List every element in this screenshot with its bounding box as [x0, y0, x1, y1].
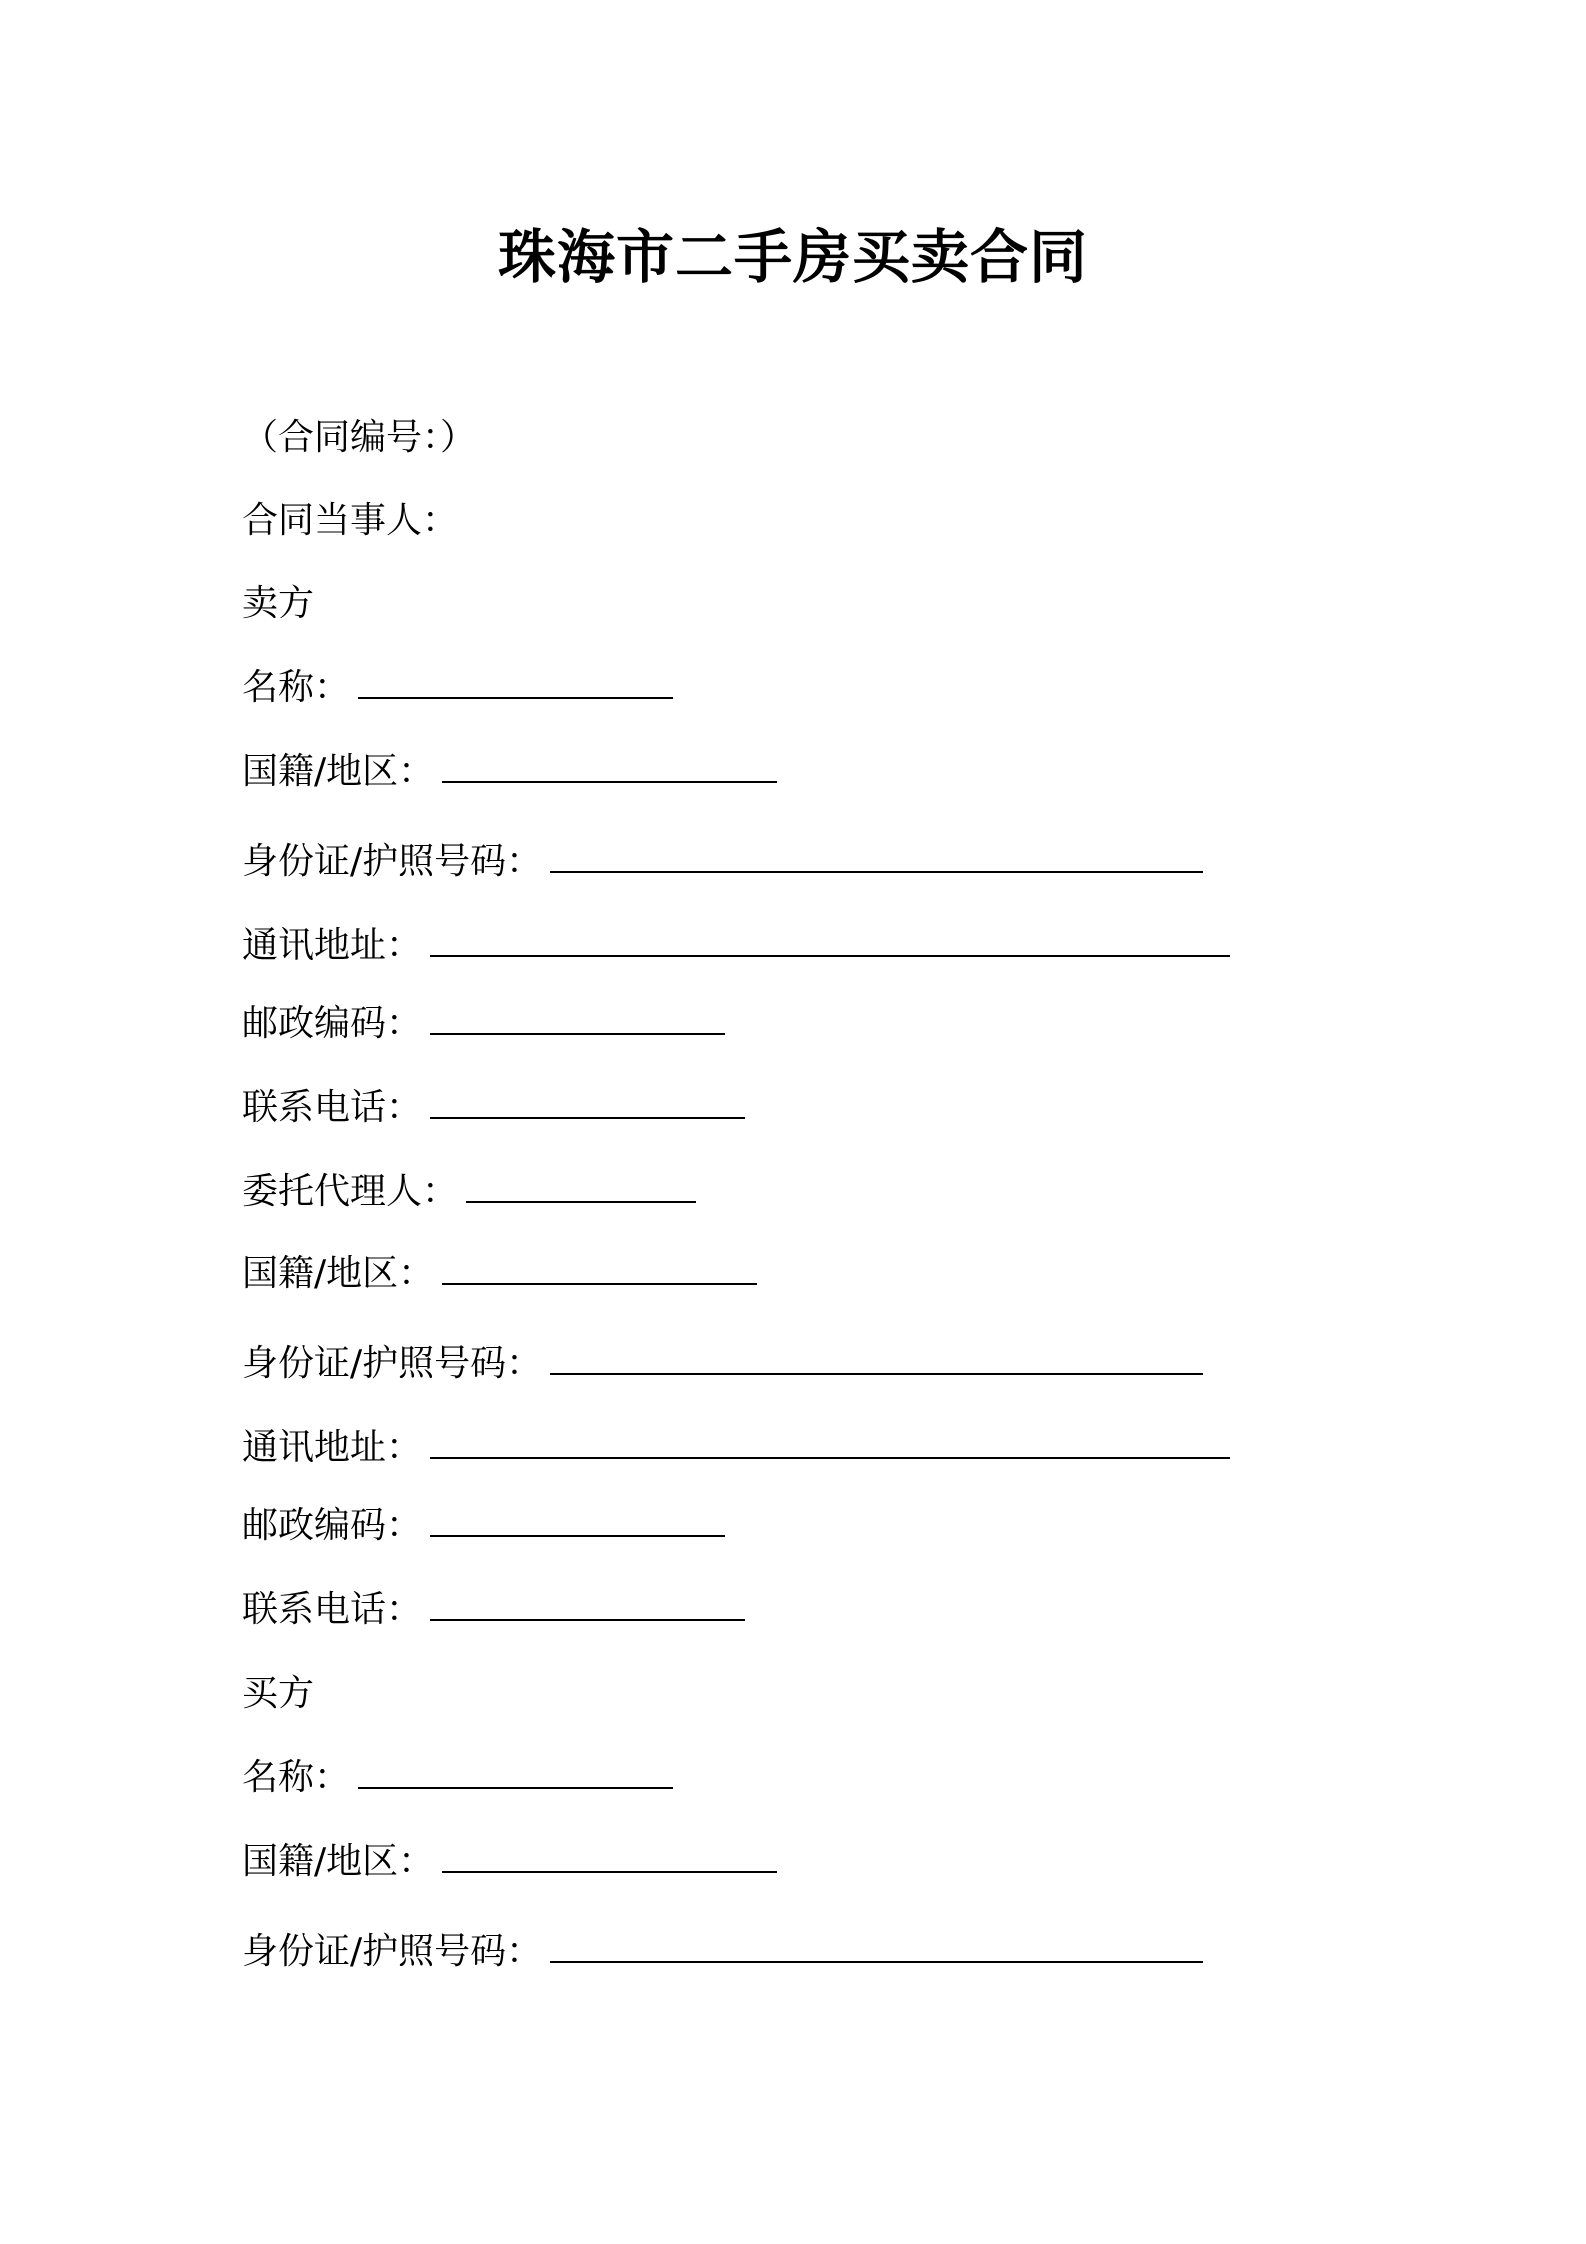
buyer-name-blank — [358, 1757, 673, 1789]
seller-phone-label: 联系电话： — [242, 1087, 423, 1128]
buyer-nationality-row — [242, 1838, 777, 1886]
seller-phone-row — [242, 1084, 745, 1132]
agent-address-blank — [430, 1427, 1230, 1459]
buyer-id-blank — [550, 1931, 1203, 1963]
seller-address-row — [242, 922, 1230, 970]
seller-heading: 卖方 — [242, 583, 315, 624]
agent-postcode-label: 邮政编码： — [242, 1505, 423, 1546]
agent-phone-label: 联系电话： — [242, 1589, 423, 1630]
seller-nationality-label: 国籍/地区： — [242, 751, 435, 792]
seller-address-label: 通讯地址： — [242, 925, 423, 966]
agent-id-row — [242, 1340, 1203, 1388]
seller-nationality-blank — [442, 751, 777, 783]
agent-blank — [466, 1171, 696, 1203]
buyer-id-row — [242, 1928, 1203, 1976]
seller-name-label: 名称： — [242, 667, 351, 708]
seller-address-blank — [430, 925, 1230, 957]
seller-name-blank — [358, 667, 673, 699]
agent-nationality-blank — [442, 1253, 757, 1285]
agent-row — [242, 1168, 696, 1216]
agent-postcode-blank — [430, 1505, 725, 1537]
buyer-nationality-blank — [442, 1841, 777, 1873]
seller-postcode-blank — [430, 1003, 725, 1035]
agent-phone-blank — [430, 1589, 745, 1621]
agent-id-blank — [550, 1343, 1203, 1375]
buyer-id-label: 身份证/护照号码： — [242, 1931, 543, 1972]
seller-postcode-label: 邮政编码： — [242, 1003, 423, 1044]
parties-label: 合同当事人： — [242, 500, 459, 541]
seller-name-row — [242, 664, 673, 712]
seller-id-row — [242, 838, 1203, 886]
buyer-heading: 买方 — [242, 1673, 315, 1714]
agent-label: 委托代理人： — [242, 1171, 459, 1212]
seller-nationality-row — [242, 748, 777, 796]
agent-address-label: 通讯地址： — [242, 1427, 423, 1468]
agent-id-label: 身份证/护照号码： — [242, 1343, 543, 1384]
agent-nationality-label: 国籍/地区： — [242, 1253, 435, 1294]
seller-phone-blank — [430, 1087, 745, 1119]
buyer-name-row — [242, 1754, 673, 1802]
document-title: 珠海市二手房买卖合同 — [497, 223, 1088, 291]
seller-postcode-row — [242, 1000, 725, 1048]
agent-phone-row — [242, 1586, 745, 1634]
buyer-nationality-label: 国籍/地区： — [242, 1841, 435, 1882]
agent-postcode-row — [242, 1502, 725, 1550]
seller-id-blank — [550, 841, 1203, 873]
contract-number-line: （合同编号：） — [242, 417, 477, 458]
agent-address-row — [242, 1424, 1230, 1472]
buyer-name-label: 名称： — [242, 1757, 351, 1798]
seller-id-label: 身份证/护照号码： — [242, 841, 543, 882]
agent-nationality-row — [242, 1250, 757, 1298]
